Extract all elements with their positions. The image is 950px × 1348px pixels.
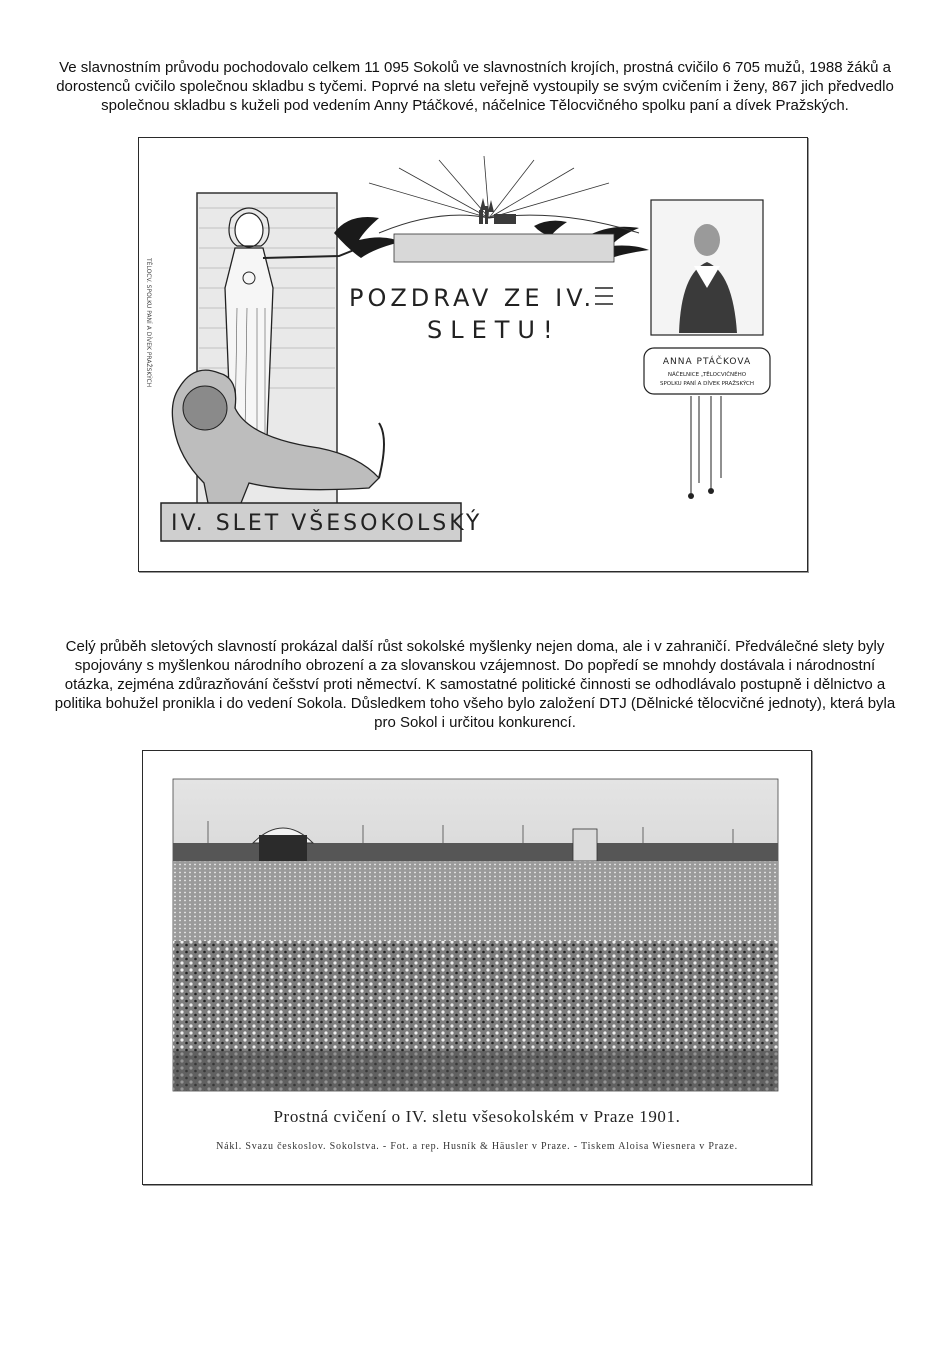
- postcard-illustration: [139, 138, 807, 571]
- postcard-greeting: [138, 137, 808, 572]
- side-label: TĚLOCV. SPOLKU PANÍ A DÍVEK PRAŽSKÝCH: [145, 258, 152, 388]
- portrait-plaque: [644, 348, 770, 394]
- eagle-left: [334, 217, 401, 258]
- greeting-line-2: SLETU!: [427, 316, 561, 344]
- intro-paragraph: Ve slavnostním průvodu pochodovalo celkem 11 095 Sokolů ve slavnostních krojích, prostná cvičilo 6 705 mužů, 1988 žáků a dorostenců cvičilo společnou skladbu s tyčemi. Poprvé na sletu veřejně vystoupily se svým cvičením i ženy, 867 jich předvedlo společnou skladbu s kuželi pod vedením Anny Ptáčkové, náčelnice Tělocvičného spolku paní a dívek Pražských.: [56, 59, 894, 114]
- history-paragraph: Celý průběh sletových slavností prokázal další růst sokolské myšlenky nejen doma, ale i v zahraničí. Předválečné slety byly spojovány s myšlenkou národního obrození a za slovanskou vzájemnost. Do popředí se mnohdy dostávala i národnostní otázka, zejména zdůrazňování češství proti němectví. K samostatné politické činnosti se odhodlávalo postupně i dělnictvo a politika bohužel pronikla i do vedení Sokola. Důsledkem toho všeho bylo založení DTJ (Dělnické tělocvičné jednoty), která byla pro Sokol i určitou konkurencí.: [54, 638, 896, 731]
- gymnasts-far: [173, 861, 778, 941]
- greeting-line-1: POZDRAV ZE IV.: [349, 284, 596, 312]
- ornament-stems: [691, 396, 721, 493]
- prague-castle: [479, 198, 516, 224]
- portrait-name: ANNA PTÁČKOVA: [662, 357, 752, 367]
- portrait-title-2: SPOLKU PANÍ A DÍVEK PRAŽSKÝCH: [660, 381, 754, 387]
- postcard-photo: [142, 750, 812, 1185]
- banner-text: IV. SLET VŠESOKOLSKÝ: [171, 511, 483, 536]
- portrait-title-1: NÁČELNICE „TĚLOCVIČNÉHO: [667, 372, 747, 378]
- photo-caption-title: Prostná cvičení o IV. sletu všesokolském v Praze 1901.: [273, 1107, 681, 1126]
- photo-caption-credit: Nákl. Svazu českoslov. Sokolstva. - Fot. a rep. Husník & Häusler v Praze. - Tiskem Aloisa Wiesnera v Praze.: [216, 1141, 738, 1152]
